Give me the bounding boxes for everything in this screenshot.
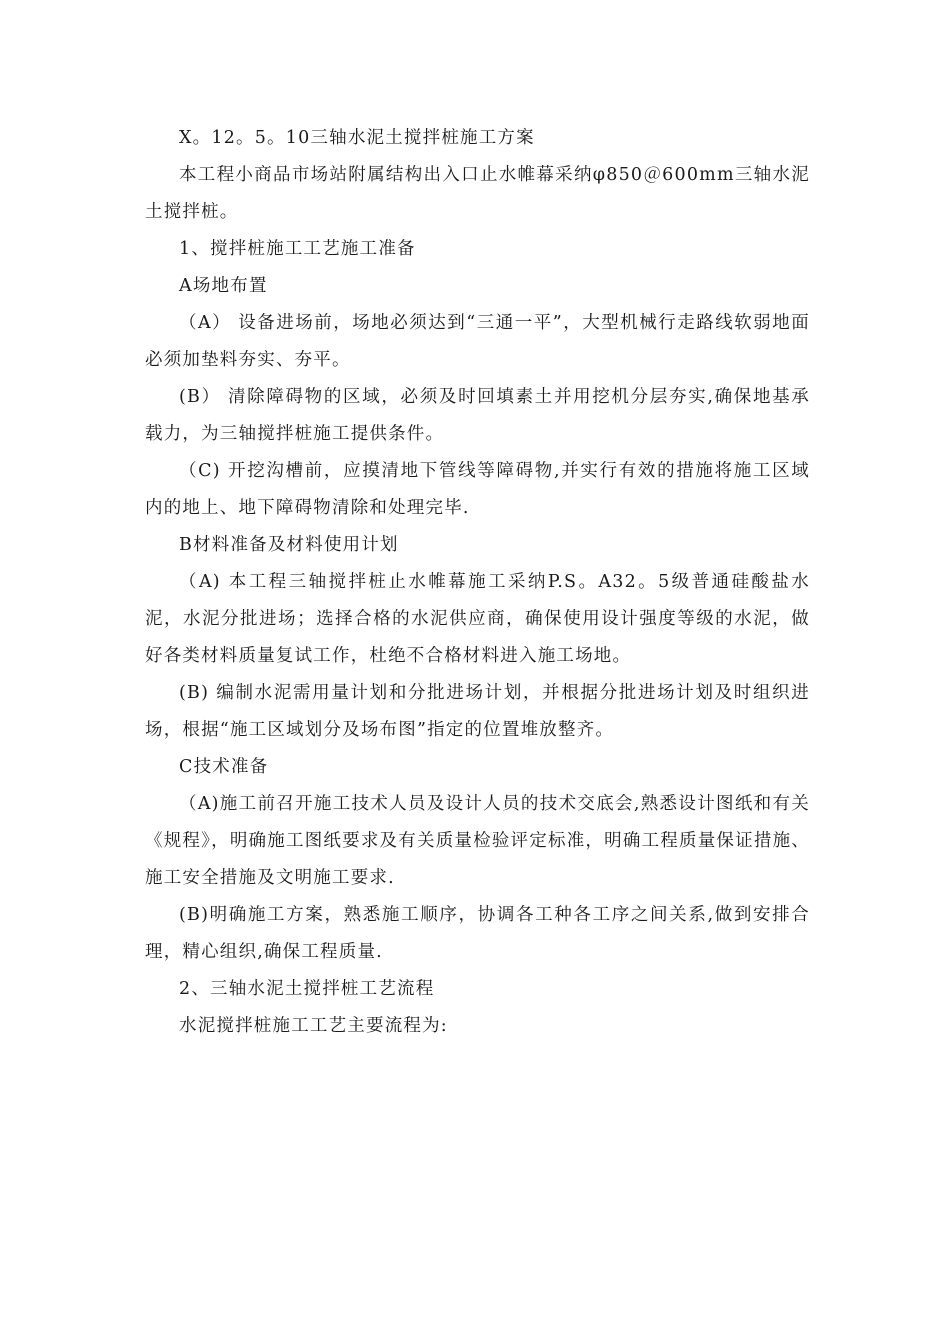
body-paragraph: （A） 设备进场前，场地必须达到“三通一平”，大型机械行走路线软弱地面必须加垫料夯实、夯平。 xyxy=(145,313,810,370)
body-paragraph: （A)施工前召开施工技术人员及设计人员的技术交底会,熟悉设计图纸和有关《规程》，明确施工图纸要求及有关质量检验评定标准，明确工程质量保证措施、施工安全措施及文明施工要求. xyxy=(145,794,810,888)
document-body xyxy=(145,120,810,1045)
body-paragraph: （A) 本工程三轴搅拌桩止水帷幕施工采纳P.S。A32。5级普通硅酸盐水泥，水泥分批进场；选择合格的水泥供应商，确保使用设计强度等级的水泥，做好各类材料质量复试工作，杜绝不合格材料进入施工场地。 xyxy=(145,572,810,666)
subsection-heading: 2、三轴水泥土搅拌桩工艺流程 xyxy=(179,979,435,999)
intro-paragraph: 本工程小商品市场站附属结构出入口止水帷幕采纳φ850＠600mm三轴水泥土搅拌桩。 xyxy=(145,165,810,222)
subsection-heading: 1、搅拌桩施工工艺施工准备 xyxy=(179,239,416,259)
body-paragraph: (B)明确施工方案，熟悉施工顺序，协调各工种各工序之间关系,做到安排合理，精心组织,确保工程质量. xyxy=(145,905,810,962)
subsection-heading: B材料准备及材料使用计划 xyxy=(179,535,399,555)
body-paragraph: (B) 编制水泥需用量计划和分批进场计划，并根据分批进场计划及时组织进场，根据“施工区域划分及场布图”指定的位置堆放整齐。 xyxy=(145,683,810,740)
body-paragraph: (B） 清除障碍物的区域，必须及时回填素土并用挖机分层夯实,确保地基承载力，为三轴搅拌桩施工提供条件。 xyxy=(145,387,810,444)
subsection-heading: A场地布置 xyxy=(179,276,268,296)
body-paragraph: （C) 开挖沟槽前，应摸清地下管线等障碍物,并实行有效的措施将施工区域内的地上、地下障碍物清除和处理完毕. xyxy=(145,461,810,518)
body-paragraph: 水泥搅拌桩施工工艺主要流程为: xyxy=(179,1016,448,1036)
section-heading: X。12。5。10三轴水泥土搅拌桩施工方案 xyxy=(179,128,535,148)
subsection-heading: C技术准备 xyxy=(179,757,269,777)
